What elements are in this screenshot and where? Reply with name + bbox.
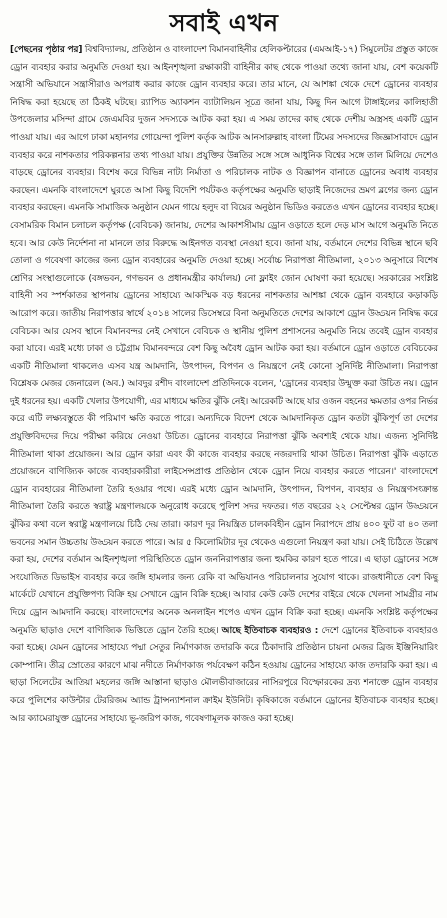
article-body (10, 42, 438, 728)
article-subhead: আছে ইতিবাচক ব্যবহারও : (221, 625, 319, 636)
article-paragraph-2: দেশে ড্রোনের ইতিবাচক ব্যবহারও করা হচ্ছে। যেমন ড্রোনের সাহায্যে পদ্মা সেতুর নির্মাণকাজ তদারকি করে ঠিকাদারি প্রতিষ্ঠান চায়না মেজর ব্রিজ ইঞ্জিনিয়ারিং কোম্পানি। তীব্র স্রোতের কারণে মাঝ নদীতে নির্মাণকাজ পর্যবেক্ষণ কঠিন হওয়ায় ড্রোনের সাহায্যে কাজ তদারকি করা হয়। এ ছাড়া সিলেটের আতিয়া মহলের জঙ্গি আস্তানা ছাড়াও মৌলভীবাজারের নাসিরপুরে বিস্ফোরকের দ্রব্য শনাক্তে ড্রোন ব্যবহার করে পুলিশের কাউন্টার টেররিজম অ্যান্ড ট্রান্সন্যাশনাল ক্রাইম ইউনিট। কৃষিকাজে বর্তমানে ড্রোনের ইতিবাচক ব্যবহার হচ্ছে। আর ক্যামেরাযুক্ত ড্রোনের সাহায্যে ভূ-জরিপ কাজ, গবেষণামূলক কাজও করা হচ্ছে। (10, 625, 439, 724)
continued-from-label: [পেছনের পৃষ্ঠার পর] (10, 45, 83, 55)
article-headline: সবাই এখন (169, 9, 279, 37)
article-paragraph-1: বিশ্ববিদ্যালয়, প্রতিষ্ঠান ও বাংলাদেশ বিমানবাহিনীর হেলিকপ্টারের (এমআই-১৭) সিমুলেটর প্রস্তুত কাজে ড্রোন ব্যবহার করার অনুমতি দেওয়া হয়। আইনশৃঙ্খলা রক্ষাকারী বাহিনীর কাছ থেকে পাওয়া তথ্যে জানা যায়, বেশ কয়েকটি সন্ত্রাসী অভিযানে সন্ত্রাসীরাও অপরাধ করার কাজে ড্রোন ব্যবহার করে। তার মানে, যে আশঙ্কা থেকে দেশে ড্রোনের ব্যবহার নিষিদ্ধ করা হয়েছে তা ঠিকই ঘটছে। র‍্যাপিড অ্যাকশন ব্যাটালিয়ন সূত্রে জানা যায়, কিছু দিন আগে টাঙ্গাইলের কালিহাতী উপজেলার মসিন্দা গ্রামে জেএমবির দুজন সদস্যকে আটক করা হয়। এ সময় তাদের কাছ থেকে দেশীয় অস্ত্রসহ একটি ড্রোন পাওয়া যায়। এর আগে ঢাকা মহানগর গোয়েন্দা পুলিশ কর্তৃক আটক আনসারুল্লাহ বাংলা টিমের সদস্যদের জিজ্ঞাসাবাদে ড্রোন ব্যবহার করে নাশকতার পরিকল্পনার তথ্য পাওয়া যায়। প্রযুক্তির উন্নতির সঙ্গে সঙ্গে আধুনিক বিশ্বের সঙ্গে তাল মিলিয়ে দেশেও বাড়ছে ড্রোনের ব্যবহার। বিশেষ করে বিভিন্ন নাট্য নির্মাতা ও পরিচালক নাটক ও বিজ্ঞাপন বানাতে ড্রোনের অবাধ ব্যবহার করছেন। এমনকি বাংলাদেশে ঘুরতে আসা কিছু বিদেশি পর্যটকও কর্তৃপক্ষের অনুমতি ছাড়াই নিজেদের ভ্রমণ ব্লগের জন্য ড্রোন ব্যবহার করছেন। এমনকি সামাজিক অনুষ্ঠান যেমন গায়ে হলুদ বা বিয়ের অনুষ্ঠান ভিডিও করতেও এখন ড্রোনের ব্যবহার হচ্ছে। বেসামরিক বিমান চলাচল কর্তৃপক্ষ (বেবিচক) জানায়, দেশের আকাশসীমায় ড্রোন ওড়াতে হলে দেড় মাস আগে অনুমতি নিতে হবে। আর কেউ নির্দেশনা না মানলে তার বিরুদ্ধে আইনগত ব্যবস্থা নেওয়া হবে। জানা যায়, বর্তমানে দেশের বিভিন্ন স্থানে ছবি তোলা ও গবেষণা কাজের জন্য ড্রোন ব্যবহারের অনুমতি দেওয়া হচ্ছে। সর্বোচ্চ নিরাপত্তা নীতিমালা, ২০১৩ অনুসারে বিশেষ শ্রেণির সংস্থাগুলোকে (বঙ্গভবন, গণভবন ও প্রধানমন্ত্রীর কার্যালয়) নো ফ্লাইং জোন ঘোষণা করা হয়েছে। সরকারের সংশ্লিষ্ট বাহিনী সব স্পর্শকাতর স্থাপনায় ড্রোনের সাহায্যে আকস্মিক বড় ধরনের নাশকতার আশঙ্কা থেকে ড্রোন ব্যবহারে কড়াকড়ি আরোপ করে। জাতীয় নিরাপত্তার স্বার্থে ২০১৪ সালের ডিসেম্বরে বিনা অনুমতিতে দেশের আকাশে ড্রোন উড্ডয়ন নিষিদ্ধ করে বেবিচক। আর যেসব স্থানে বিমানবন্দর নেই সেখানে বেবিচক ও স্থানীয় পুলিশ প্রশাসনের অনুমতি নিয়ে তবেই ড্রোন ব্যবহার করা যাবে। এরই মধ্যে ঢাকা ও চট্টগ্রাম বিমানবন্দরে বেশ কিছু অবৈধ ড্রোন আটক করা হয়। বর্তমানে ড্রোন ওড়াতে বেবিচকের একটি নীতিমালা থাকলেও এসব যন্ত্র আমদানি, উৎপাদন, বিপণন ও নিয়ন্ত্রণে নেই কোনো সুনির্দিষ্ট নীতিমালা। নিরাপত্তা বিশ্লেষক মেজর জেনারেল (অব.) আবদুর রশীদ বাংলাদেশ প্রতিদিনকে বলেন, 'ড্রোনের ব্যবহার উন্মুক্ত করা উচিত নয়। ড্রোন দুই ধরনের হয়। একটি খেলার উপযোগী, এর মাধ্যমে ক্ষতির ঝুঁকি নেই। আরেকটি আছে যার ওজন বহনের ক্ষমতার ওপর নির্ভর করে এটি লক্ষ্যবস্তুতে কী পরিমাণ ক্ষতি করতে পারে। অন্যদিকে বিদেশ থেকে আমদানিকৃত ড্রোন কতটা ঝুঁকিপূর্ণ তা দেশের প্রযুক্তিবিদদের দিয়ে পরীক্ষা করিয়ে নেওয়া উচিত। ড্রোনের ব্যবহারে নিরাপত্তা ঝুঁকি অবশ্যই থেকে যায়। এজন্য সুনির্দিষ্ট নীতিমালা থাকা প্রয়োজন। আর ড্রোন কারা এবং কী কাজে ব্যবহার করছে নজরদারি থাকা উচিত। নিরাপত্তা ঝুঁকি এড়াতে প্রয়োজনে বাণিজ্যিক কাজে ব্যবহারকারীরা লাইসেন্সপ্রাপ্ত প্রতিষ্ঠান থেকে ড্রোন নিয়ে ব্যবহার করতে পারেন।' বাংলাদেশে ড্রোন ব্যবহারের নীতিমালা তৈরি হওয়ার পথে। এরই মধ্যে ড্রোন আমদানি, উৎপাদন, বিপণন, ব্যবহার ও নিয়ন্ত্রণসংক্রান্ত নীতিমালা তৈরি করতে স্বরাষ্ট্র মন্ত্রণালয়কে অনুরোধ করেছে পুলিশ সদর দফতর। গত বছরের ২২ সেপ্টেম্বর ড্রোন উড্ডয়নে ঝুঁকির কথা বলে স্বরাষ্ট্র মন্ত্রণালয়ে চিঠি দেয় তারা। কারণ দূর নিয়ন্ত্রিত চালকবিহীন ড্রোন নিরাপদে প্রায় ৪০০ ফুট বা ৪০ তলা ভবনের সমান উচ্চতায় উড্ডয়ন করতে পারে। আর ৫ কিলোমিটার দূর থেকেও এগুলো নিয়ন্ত্রণ করা যায়। সেই চিঠিতে উল্লেখ করা হয়, দেশের বর্তমান আইনশৃঙ্খলা পরিস্থিতিতে ড্রোন জননিরাপত্তার জন্য হুমকির কারণ হতে পারে। এ ছাড়া ড্রোনের সঙ্গে সংযোজিত ডিভাইস ব্যবহার করে জঙ্গি হামলার জন্য রেকি বা অভিযানও পরিচালনার সুযোগ থাকে। রাজধানীতে বেশ কিছু মার্কেটে যেখানে প্রযুক্তিপণ্য বিক্রি হয় সেখানে ড্রোন বিক্রি হচ্ছে। আবার কেউ কেউ দেশের বাইরে থেকে খেলনা সামগ্রীর নাম দিয়ে ড্রোন আমদানি করছে। বাংলাদেশের অনেক অনলাইন শপেও এখন ড্রোন বিক্রি করা হচ্ছে। এমনকি সংশ্লিষ্ট কর্তৃপক্ষের অনুমতি ছাড়াও দেশে বাণিজ্যিক ভিত্তিতে ড্রোন তৈরি হচ্ছে। (10, 45, 439, 636)
